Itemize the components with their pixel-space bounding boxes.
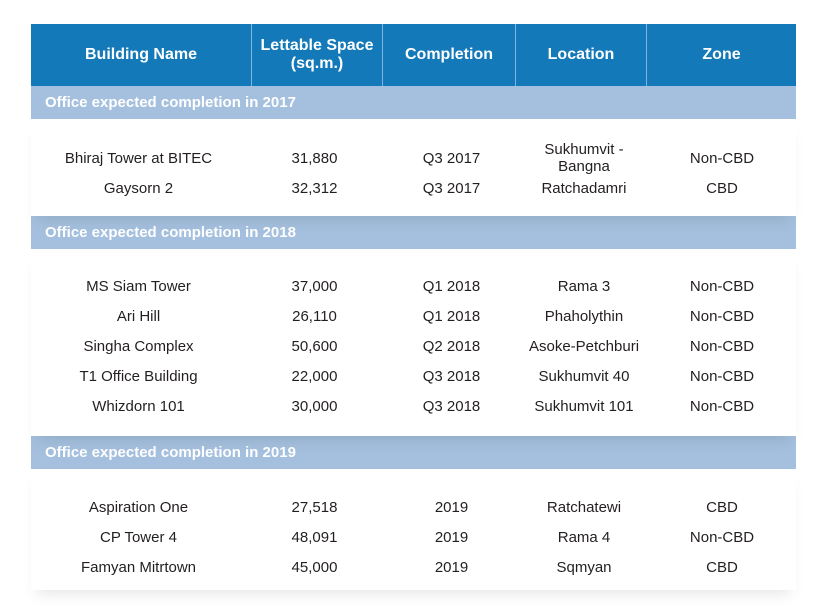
header-lettable-space-line1: Lettable Space <box>260 37 374 54</box>
table-row <box>31 173 796 203</box>
cell-location: Rama 3 <box>557 277 611 295</box>
cell-lettable-space: 26,110 <box>292 307 337 325</box>
cell-building-name: Famyan Mitrtown <box>80 558 197 576</box>
cell-lettable-space: 32,312 <box>291 179 338 197</box>
cell-zone: CBD <box>706 498 738 516</box>
cell-location: Phaholythin <box>544 307 624 325</box>
table-row <box>31 492 796 522</box>
section-rows <box>31 249 796 436</box>
section-2017 <box>31 86 796 216</box>
header-lettable-space-label <box>261 37 374 73</box>
cell-location: Sukhumvit 101 <box>534 397 634 415</box>
header-completion: Completion <box>383 24 516 86</box>
section-title: Office expected completion in 2017 <box>31 86 796 119</box>
cell-zone: Non-CBD <box>689 307 755 325</box>
cell-completion: Q3 2017 <box>422 179 481 197</box>
section-rows <box>31 119 796 216</box>
cell-location: Ratchatewi <box>546 498 622 516</box>
table-row <box>31 552 796 582</box>
header-location: Location <box>516 24 647 86</box>
table-row <box>31 331 796 361</box>
section-2018 <box>31 216 796 436</box>
table-row <box>31 301 796 331</box>
cell-location: Ratchadamri <box>541 179 627 197</box>
cell-lettable-space: 27,518 <box>291 498 338 516</box>
cell-building-name: Ari Hill <box>116 307 161 325</box>
cell-zone: Non-CBD <box>689 277 755 295</box>
header-building-name: Building Name <box>31 24 252 86</box>
cell-zone: CBD <box>706 558 738 576</box>
cell-building-name: Whizdorn 101 <box>92 397 185 415</box>
table-row <box>31 361 796 391</box>
section-title: Office expected completion in 2018 <box>31 216 796 249</box>
cell-building-name: MS Siam Tower <box>86 277 191 295</box>
cell-completion: 2019 <box>434 558 469 576</box>
cell-lettable-space: 45,000 <box>291 558 338 576</box>
cell-lettable-space: 48,091 <box>291 528 338 546</box>
cell-location: Sukhumvit 40 <box>538 367 630 385</box>
table-row <box>31 522 796 552</box>
header-zone: Zone <box>702 46 741 63</box>
cell-building-name: T1 Office Building <box>79 367 198 385</box>
section-2019 <box>31 436 796 590</box>
cell-lettable-space: 31,880 <box>291 149 338 167</box>
table-row <box>31 271 796 301</box>
cell-location: Sukhumvit -Bangna <box>544 141 624 175</box>
cell-zone: Non-CBD <box>689 397 755 415</box>
section-rows <box>31 469 796 590</box>
header-lettable-space-line2: (sq.m.) <box>290 55 344 72</box>
cell-completion: Q3 2018 <box>422 367 481 385</box>
cell-completion: Q3 2017 <box>422 149 481 167</box>
office-supply-table <box>31 24 796 590</box>
cell-location: Sqmyan <box>556 558 612 576</box>
cell-lettable-space: 50,600 <box>291 337 338 355</box>
cell-location: Rama 4 <box>557 528 611 546</box>
cell-zone: Non-CBD <box>689 367 755 385</box>
cell-completion: Q1 2018 <box>422 277 481 295</box>
cell-zone: Non-CBD <box>689 337 755 355</box>
cell-zone: Non-CBD <box>689 149 755 167</box>
cell-building-name: Gaysorn 2 <box>103 179 174 197</box>
cell-zone: Non-CBD <box>689 528 755 546</box>
cell-building-name: CP Tower 4 <box>100 528 177 546</box>
cell-building-name: Aspiration One <box>88 498 189 516</box>
table-row <box>31 391 796 421</box>
cell-completion: Q2 2018 <box>422 337 481 355</box>
cell-building-name: Singha Complex <box>83 337 194 355</box>
cell-completion: Q3 2018 <box>422 397 481 415</box>
cell-completion: Q1 2018 <box>422 307 481 325</box>
table-header <box>31 24 796 86</box>
table-row <box>31 143 796 173</box>
cell-building-name: Bhiraj Tower at BITEC <box>64 149 213 167</box>
cell-lettable-space: 30,000 <box>291 397 338 415</box>
cell-lettable-space: 37,000 <box>291 277 338 295</box>
header-lettable-space <box>252 24 383 86</box>
cell-lettable-space: 22,000 <box>291 367 338 385</box>
section-title: Office expected completion in 2019 <box>31 436 796 469</box>
cell-completion: 2019 <box>434 528 469 546</box>
cell-location: Asoke-Petchburi <box>528 337 640 355</box>
cell-zone: CBD <box>706 179 738 197</box>
cell-completion: 2019 <box>434 498 469 516</box>
